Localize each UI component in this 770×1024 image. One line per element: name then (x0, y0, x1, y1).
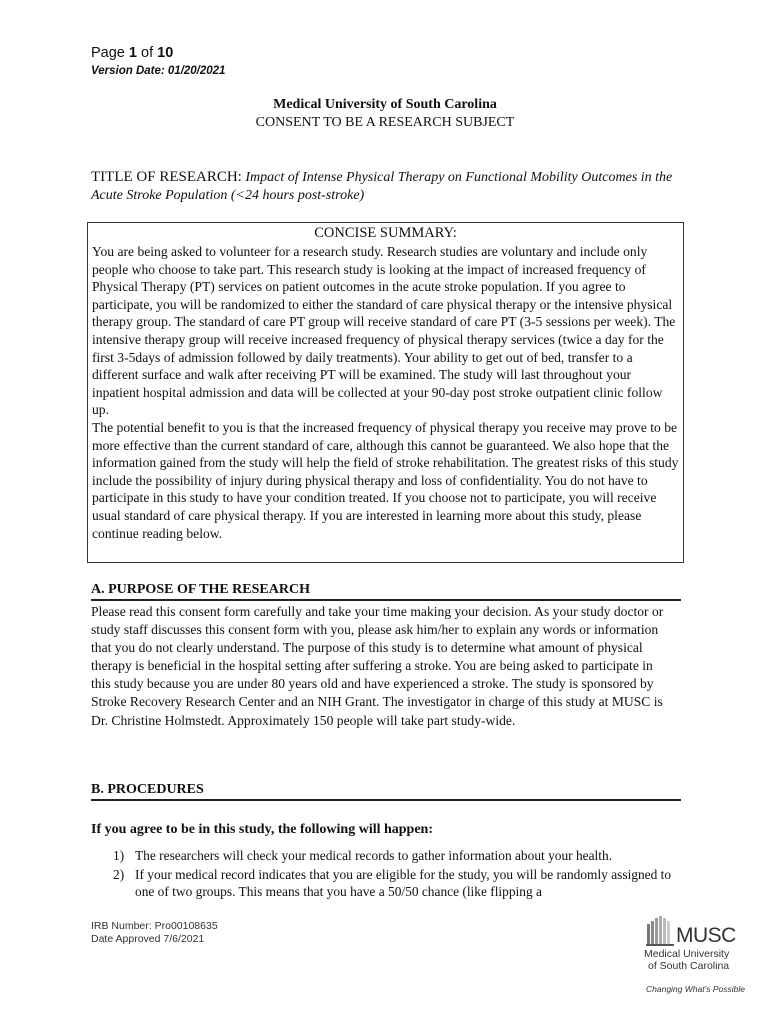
section-a-heading: A. PURPOSE OF THE RESEARCH (91, 582, 681, 601)
summary-paragraph-2: The potential benefit to you is that the increased frequency of physical therapy you receive may prove to be more effective than the current standard of care, although this cannot be guaranteed. We also hope that the information gained from the study will help the field of stroke rehabilitation. The greatest risks of this study include the possibility of injury during physical therapy and loss of confidentiality. You do not have to participate in this study to have your condition treated. If you choose not to participate, you will receive usual standard of care physical therapy. If you are interested in learning more about this study, please continue reading below. (92, 419, 679, 541)
list-item-number: 2) (113, 866, 125, 882)
logo-line-1: Medical University (644, 948, 730, 960)
list-item-number: 1) (113, 848, 125, 863)
list-item-text: The researchers will check your medical records to gather information about your health. (135, 848, 613, 863)
list-item-text: If your medical record indicates that you are eligible for the study, you will be randomly assigned to one of two groups. This means that you have a 50/50 chance (like flipping a (135, 866, 672, 899)
summary-text (92, 243, 680, 542)
concise-summary-box (87, 222, 684, 563)
title-label: TITLE OF RESEARCH: (91, 169, 242, 185)
procedures-list (113, 847, 683, 902)
date-approved: Date Approved 7/6/2021 (91, 933, 205, 945)
irb-info (91, 920, 218, 946)
page-total: 10 (157, 45, 174, 61)
building-icon (646, 914, 674, 946)
page-of: of (136, 45, 158, 61)
purpose-text: Please read this consent form carefully and take your time making your decision. As your study doctor or study staff discusses this consent form with you, please ask him/her to explain any words or information that you do not clearly understand. The purpose of this study is to determine what amount of physical therapy is beneficial in the hospital setting after suffering a stroke. You are being asked to participate in this study because you are under 80 years old and have experienced a stroke. The study is sponsored by Stroke Recovery Research Center and an NIH Grant. The investigator in charge of this study at MUSC is Dr. Christine Holmstedt. Approximately 150 people will take part study-wide. (91, 604, 664, 728)
page-indicator (91, 45, 173, 61)
section-b-heading: B. PROCEDURES (91, 782, 681, 801)
logo-tagline: Changing What's Possible (646, 984, 745, 994)
logo-line-2: of South Carolina (648, 960, 730, 972)
version-date: Version Date: 01/20/2021 (91, 65, 226, 77)
consent-title: CONSENT TO BE A RESEARCH SUBJECT (255, 115, 515, 130)
page-prefix: Page (91, 45, 129, 61)
logo-name: MUSC (676, 924, 736, 947)
title-text: Impact of Intense Physical Therapy on Functional Mobility Outcomes in the Acute Stroke Population (<24 hours post-stroke) (91, 170, 673, 203)
list-item (113, 866, 683, 901)
page-number: 1 (128, 45, 137, 61)
title-of-research (91, 168, 691, 205)
summary-heading: CONCISE SUMMARY: (314, 225, 457, 241)
institution-name: Medical University of South Carolina (273, 97, 497, 112)
summary-paragraph-1: You are being asked to volunteer for a research study. Research studies are voluntary and include only people who choose to take part. This research study is looking at the impact of increased frequency of Physical Therapy (PT) services on patient outcomes in the acute stroke population. If you agree to participate, you will be randomized to either the standard of care physical therapy or the intensive physical therapy group. The standard of care PT group will receive standard of care PT (3-5 sessions per week). The intensive therapy group will receive increased frequency of physical therapy services (twice a day for the first 3-5days of admission followed by daily treatments). Your ability to get out of bed, transfer to a different surface and walk after receiving PT will be examined. The study will last throughout your inpatient hospital admission and data will be collected at your 90-day post stroke outpatient clinic follow up. (92, 244, 676, 418)
irb-number: IRB Number: Pro00108635 (91, 920, 218, 932)
list-item (113, 847, 683, 865)
musc-logo (644, 914, 744, 996)
procedures-intro: If you agree to be in this study, the following will happen: (91, 822, 434, 837)
